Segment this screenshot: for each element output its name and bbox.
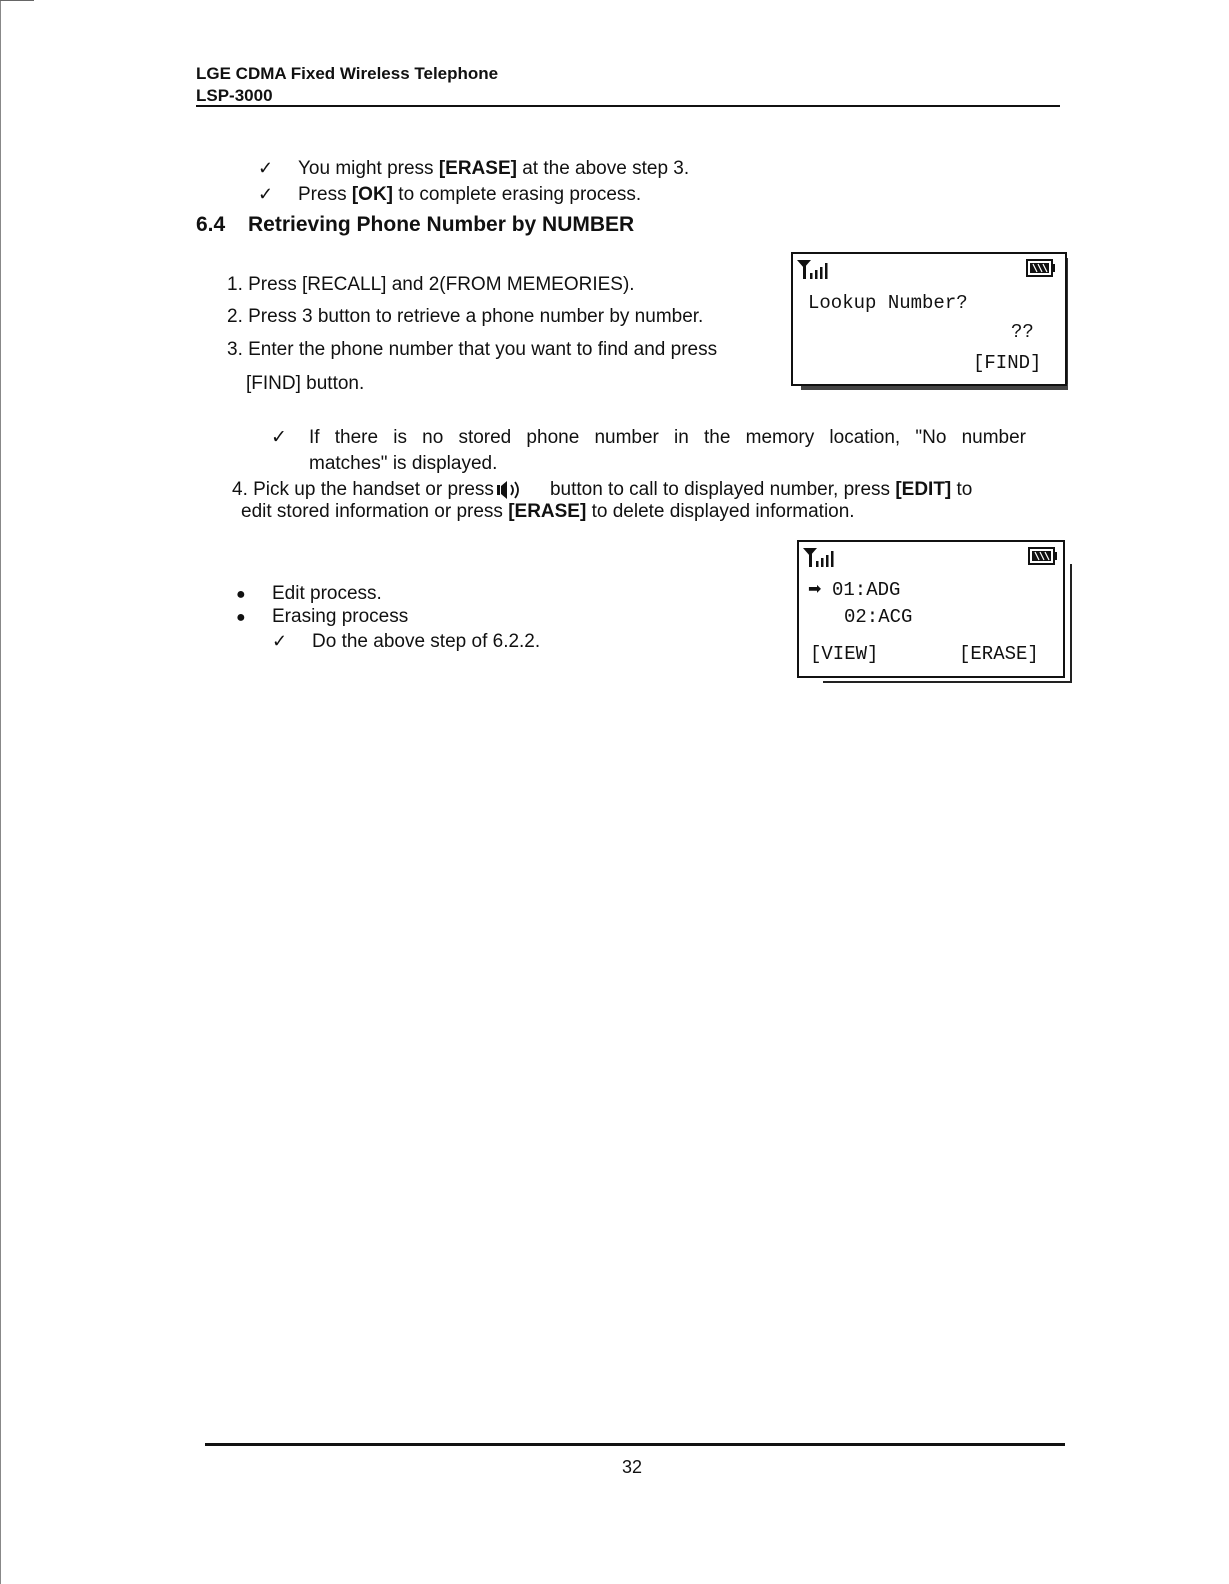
- section-heading: [196, 213, 634, 237]
- step-1: 1. Press [RECALL] and 2(FROM MEMEORIES).: [227, 274, 635, 295]
- check-item-ok: ✓ Press [OK] to complete erasing process.: [258, 184, 642, 205]
- page-number: 32: [621, 1457, 643, 1477]
- list-item: 01:ADG: [832, 579, 901, 601]
- softkey-view: [VIEW]: [810, 643, 879, 665]
- softkey-erase: [ERASE]: [959, 643, 1039, 665]
- lookup-number-screen: [791, 252, 1067, 386]
- header-title: LGE CDMA Fixed Wireless Telephone: [196, 64, 499, 83]
- signal-icon: [796, 258, 834, 280]
- corner-mark: [0, 0, 34, 1]
- list-item: 02:ACG: [844, 606, 913, 628]
- memory-list-screen: [797, 540, 1065, 678]
- step-3: 3. Enter the phone number that you want to find and press: [227, 339, 718, 360]
- screen-prompt: Lookup Number?: [808, 292, 968, 314]
- check-mark: ✓: [271, 427, 287, 448]
- bullet-erasing-process: ● Erasing process: [236, 606, 409, 627]
- section-number: 6.4: [196, 213, 226, 236]
- check-mark: ✓: [258, 158, 274, 178]
- check-mark: ✓: [272, 631, 288, 651]
- note-line-2: matches" is displayed.: [309, 453, 498, 474]
- page-edge: [0, 0, 1, 1584]
- step-2: 2. Press 3 button to retrieve a phone number by number.: [227, 306, 704, 327]
- step-3-cont: [FIND] button.: [246, 373, 365, 394]
- bullet-edit-process: ● Edit process.: [236, 583, 382, 604]
- check-item-erase: ✓ You might press [ERASE] at the above step 3.: [258, 158, 690, 179]
- note-line-1: If there is no stored phone number in the memory location, "No number: [309, 427, 1026, 448]
- battery-icon: [1028, 547, 1058, 565]
- signal-icon: [802, 546, 840, 568]
- screen-value: ??: [1011, 321, 1034, 343]
- arrow-icon: ➡: [808, 579, 822, 598]
- footer-rule: [205, 1443, 1065, 1446]
- screen-frame-line: [823, 681, 1072, 683]
- softkey-find: [FIND]: [973, 352, 1042, 374]
- sub-check-item: ✓ Do the above step of 6.2.2.: [272, 631, 541, 652]
- header-rule: [196, 105, 1060, 107]
- speaker-icon: [496, 479, 530, 501]
- header-model: LSP-3000: [196, 86, 273, 105]
- step-4-cont: edit stored information or press [ERASE] to delete displayed information.: [241, 501, 855, 522]
- battery-icon: [1026, 259, 1056, 277]
- check-mark: ✓: [258, 184, 274, 204]
- screen-frame-line: [1070, 564, 1072, 682]
- step-4: 4. Pick up the handset or press button to call to displayed number, press [EDIT] to: [232, 479, 973, 500]
- section-title: Retrieving Phone Number by NUMBER: [248, 213, 635, 236]
